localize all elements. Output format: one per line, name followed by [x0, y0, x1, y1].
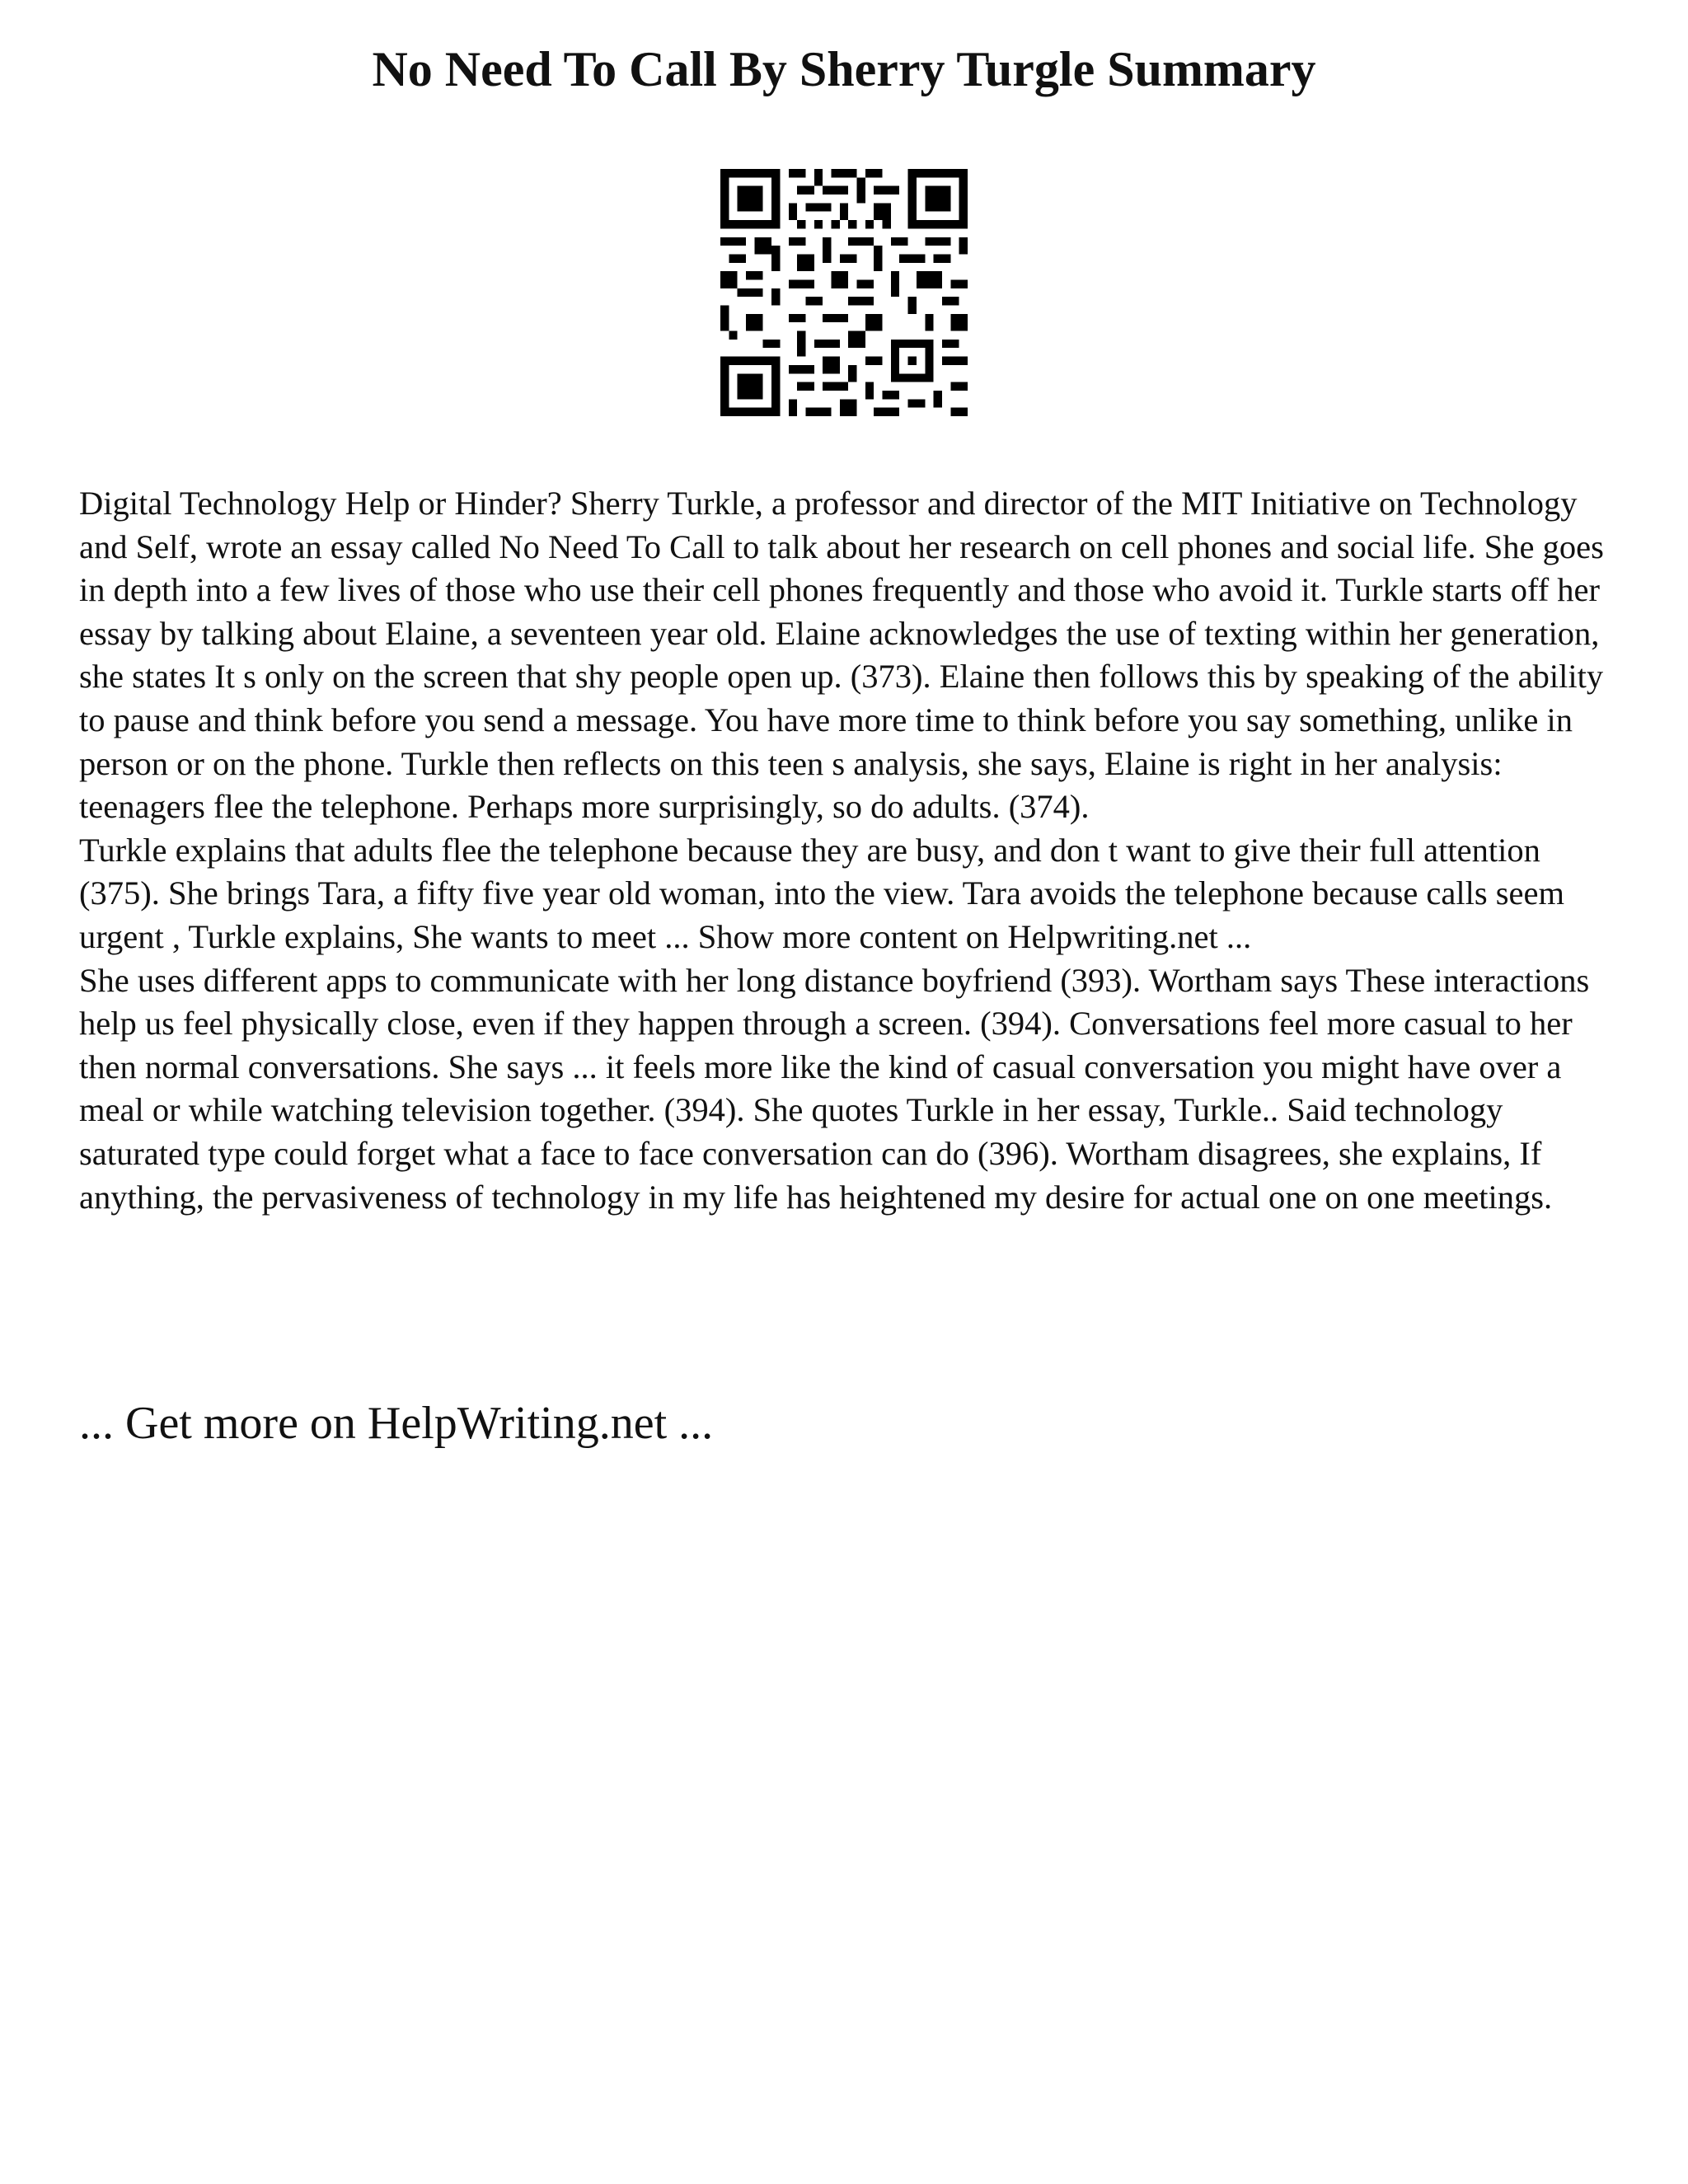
get-more-link[interactable]: ... Get more on HelpWriting.net ...	[79, 1398, 714, 1449]
page-title: No Need To Call By Sherry Turgle Summary	[372, 42, 1316, 96]
paragraph-1: Digital Technology Help or Hinder? Sherry Turkle, a professor and director of the MIT Initiative on Technology and Self, wrote an essay called No Need To Call to talk about her research on cell phones and social life. She goes in depth into a few lives of those who use their cell phones frequently and those who avoid it. Turkle starts off her essay by talking about Elaine, a seventeen year old. Elaine acknowledges the use of texting within her generation, she states It s only on the screen that shy people open up. (373). Elaine then follows this by speaking of the ability to pause and think before you send a message. You have more time to think before you say something, unlike in person or on the phone. Turkle then reflects on this teen s analysis, she says, Elaine is right in her analysis: teenagers flee the telephone. Perhaps more surprisingly, so do adults. (374).	[79, 485, 1604, 826]
paragraph-3: She uses different apps to communicate with her long distance boyfriend (393). Wortham says These interactions help us feel physically close, even if they happen through a screen. (394). Conversations feel more casual to her then normal conversations. She says ... it feels more like the kind of casual conversation you might have over a meal or while watching television together. (394). She quotes Turkle in her essay, Turkle.. Said technology saturated type could forget what a face to face conversation can do (396). Wortham disagrees, she explains, If anything, the pervasiveness of technology in my life has heightened my desire for actual one on one meetings.	[79, 961, 1590, 1216]
summary-body	[79, 482, 1620, 1219]
paragraph-2: Turkle explains that adults flee the telephone because they are busy, and don t want to give their full attention (375). She brings Tara, a fifty five year old woman, into the view. Tara avoids the telephone because calls seem urgent , Turkle explains, She wants to meet ... Show more content on Helpwriting.net ...	[79, 831, 1564, 955]
qr-code-icon	[720, 169, 968, 416]
